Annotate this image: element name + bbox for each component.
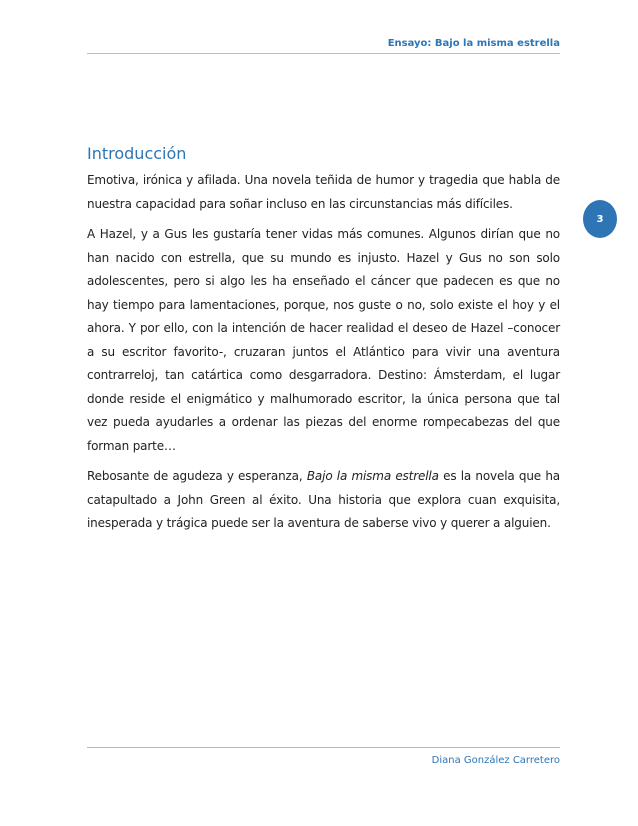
paragraph-3: [87, 465, 560, 536]
paragraph-1: Emotiva, irónica y afilada. Una novela teñida de humor y tragedia que habla de nuestra capacidad para soñar incluso en las circunstancias más difíciles.: [87, 173, 560, 211]
book-title: Bajo la misma estrella: [306, 469, 439, 483]
paragraph-2: A Hazel, y a Gus les gustaría tener vidas más comunes. Algunos dirían que no han nacido con estrella, que su mundo es injusto. Hazel y Gus no son solo adolescentes, pero si algo les ha enseñado el cáncer que padecen es que no hay tiempo para lamentaciones, porque, nos guste o no, solo existe el hoy y el ahora. Y por ello, con la intención de hacer realidad el deseo de Hazel –conocer a su escritor favorito-, cruzaran juntos el Atlántico para vivir una aventura contrarreloj, tan catártica como desgarradora. Destino: Ámsterdam, el lugar donde reside el enigmático y malhumorado escritor, la única persona que tal vez pueda ayudarles a ordenar las piezas del enorme rompecabezas del que forman parte…: [87, 227, 560, 453]
running-header-title: Ensayo: Bajo la misma estrella: [387, 38, 560, 49]
header-divider: [87, 53, 560, 54]
section-heading: Introducción: [87, 144, 187, 163]
page-number: 3: [596, 213, 604, 225]
paragraph-3-lead: Rebosante de agudeza y esperanza,: [87, 469, 307, 483]
page-number-badge: [583, 200, 617, 238]
document-body: [87, 143, 560, 543]
paragraph-3-rest: es la novela que ha catapultado a John Green al éxito. Una historia que explora cuan exquisita, inesperada y trágica puede ser la aventura de saberse vivo y querer a alguien.: [87, 469, 560, 530]
footer-divider: [87, 747, 560, 748]
footer-author: Diana González Carretero: [431, 755, 560, 766]
